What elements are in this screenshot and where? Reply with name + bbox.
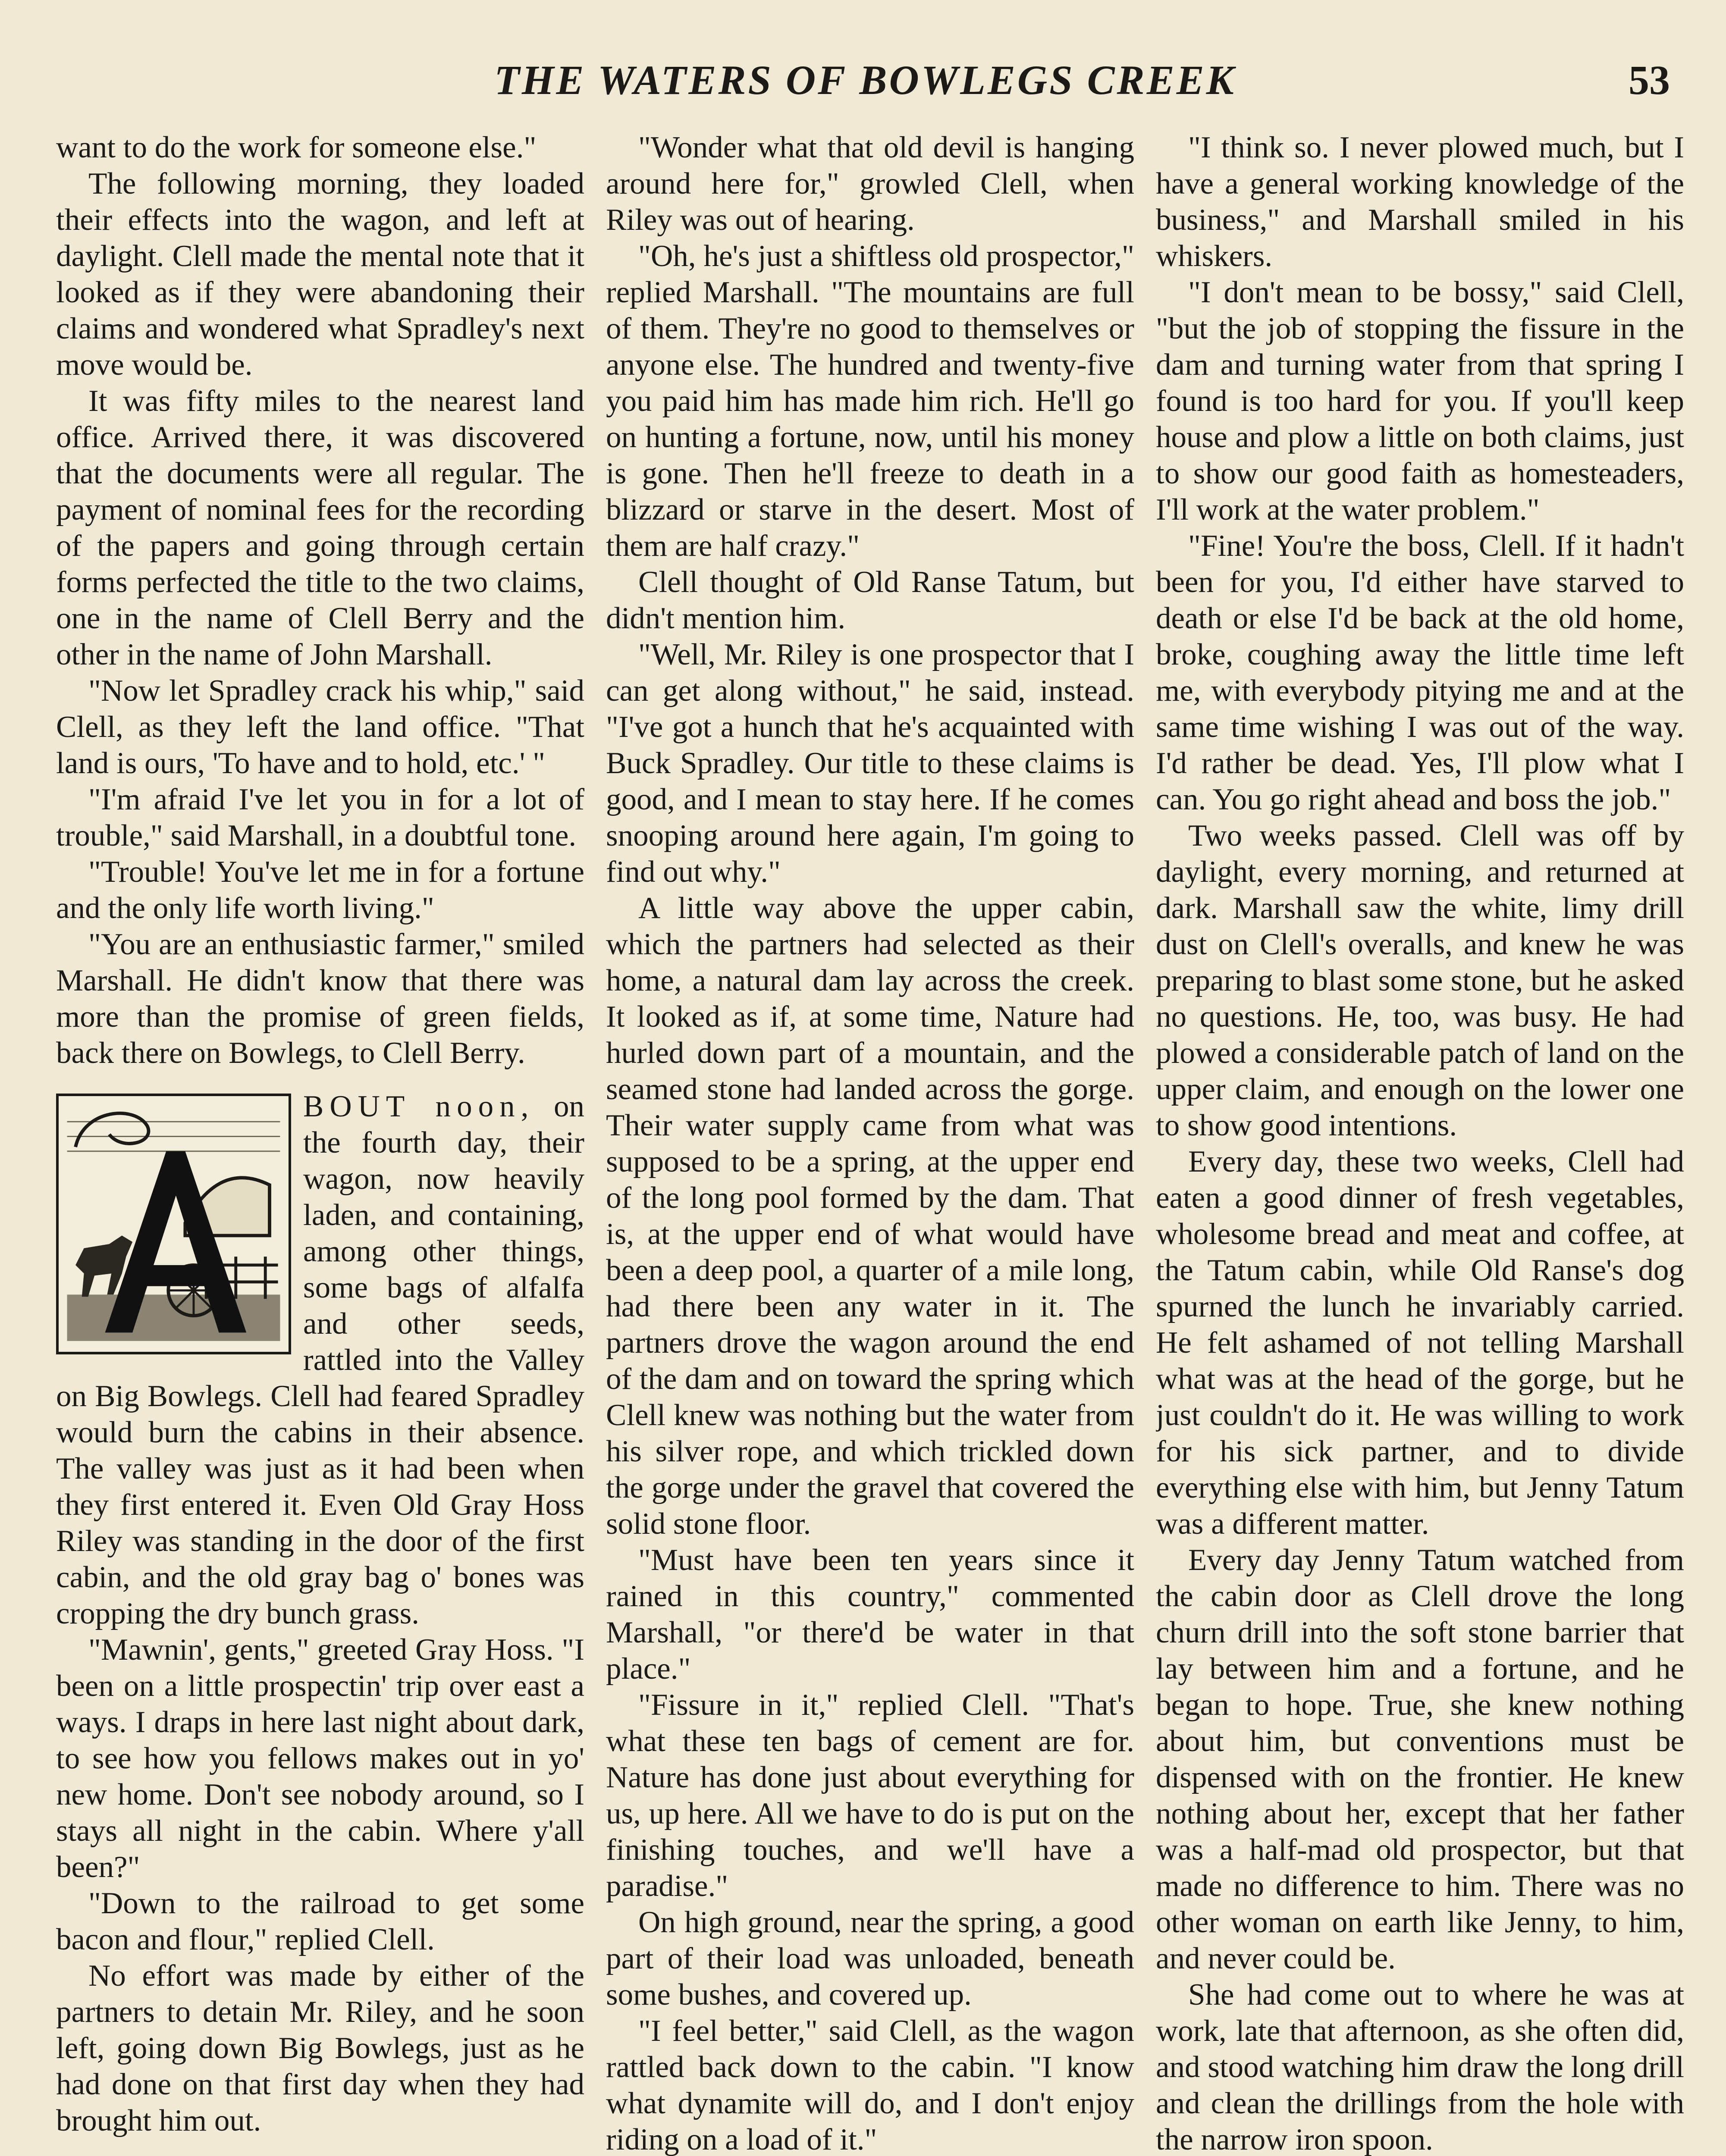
dropcap-paragraph [56, 1088, 584, 1632]
paragraph: She had come out to where he was at work, late that afternoon, as she often did, and stood watching him draw the long drill and clean the drillings from the hole with the narrow iron spoon. [1156, 1978, 1684, 2156]
page-number: 53 [1629, 57, 1670, 103]
paragraph: On high ground, near the spring, a good part of their load was unloaded, beneath some bushes, and covered up. [606, 1905, 1134, 2012]
illustrated-dropcap-image [56, 1094, 291, 1354]
paragraph: "I feel better," said Clell, as the wagon rattled back down to the cabin. "I know what dynamite will do, and I don't enjoy riding on a load of it." [606, 2014, 1134, 2156]
paragraph: "Fissure in it," replied Clell. "That's what these ten bags of cement are for. Nature has done just about everything for us, up here. All we have to do is put on the finishing touches, and we'll have a paradise." [606, 1688, 1134, 1903]
paragraph: want to do the work for someone else." [56, 131, 537, 164]
paragraph: "Mawnin', gents," greeted Gray Hoss. "I been on a little prospectin' trip over east a ways. I draps in here last night about dark, to see how you fellows makes out in yo' new home. Don't see nobody around, so I stays all night in the cabin. Where y'all been?" [56, 1633, 584, 1884]
paragraph: No effort was made by either of the partners to detain Mr. Riley, and he soon left, going down Big Bowlegs, just as he had done on that first day when they had brought him out. [56, 1959, 584, 2137]
paragraph: A little way above the upper cabin, which the partners had selected as their home, a natural dam lay across the creek. It looked as if, at some time, Nature had hurled down part of a mountain, and the seamed stone had landed across the gorge. Their water supply came from what was supposed to be a spring, at the upper end of the long pool formed by the dam. That is, at the upper end of what would have been a deep pool, a quarter of a mile long, had there been any water in it. The partners drove the wagon around the end of the dam and on toward the spring which Clell knew was nothing but the water from his silver rope, and which trickled down the gorge under the gravel that covered the solid stone floor. [606, 891, 1134, 1541]
paragraph: "I don't mean to be bossy," said Clell, "but the job of stopping the fissure in the dam and turning water from that spring I found is too hard for you. If you'll keep house and plow a little on both claims, just to show our good faith as homesteaders, I'll work at the water problem." [1156, 276, 1684, 526]
paragraph: Clell thought of Old Ranse Tatum, but didn't mention him. [606, 565, 1134, 635]
text-column-2 [606, 129, 1134, 2156]
paragraph: "Well, Mr. Riley is one prospector that I can get along without," he said, instead. "I've got a hunch that he's acquainted with Buck Spradley. Our title to these claims is good, and I mean to stay here. If he comes snooping around here again, I'm going to find out why." [606, 638, 1134, 889]
running-title: THE WATERS OF BOWLEGS CREEK [494, 57, 1236, 103]
paragraph: Every day Jenny Tatum watched from the cabin door as Clell drove the long churn drill into the soft stone barrier that lay between him and a fortune, and he began to hope. True, she knew nothing about him, but conventions must be dispensed with on the frontier. He knew nothing about her, except that her father was a half-mad old prospector, but that made no difference to him. There was no other woman on earth like Jenny, to him, and never could be. [1156, 1543, 1684, 1975]
text-column-3 [1156, 129, 1684, 2156]
paragraph: "I think so. I never plowed much, but I have a general working knowledge of the business," and Marshall smiled in his whiskers. [1156, 131, 1684, 273]
paragraph-text: on the fourth day, their wagon, now heavily laden, and containing, among other things, some bags of alfalfa and other seeds, rattled into the Valley on Big Bowlegs. Clell had feared Spradley would burn the cabins in their absence. The valley was just as it had been when they first entered it. Even Old Gray Hoss Riley was standing in the door of the first cabin, and the old gray bag o' bones was cropping the dry bunch grass. [56, 1090, 584, 1630]
paragraph: It was fifty miles to the nearest land office. Arrived there, it was discovered that the documents were all regular. The payment of nominal fees for the recording of the papers and going through certain forms perfected the title to the two claims, one in the name of Clell Berry and the other in the name of John Marshall. [56, 384, 584, 671]
paragraph: "Fine! You're the boss, Clell. If it hadn't been for you, I'd either have starved to death or else I'd be back at the old home, broke, coughing away the little time left me, with everybody pitying me and at the same time wishing I was out of the way. I'd rather be dead. Yes, I'll plow what I can. You go right ahead and boss the job." [1156, 529, 1684, 816]
paragraph: "Trouble! You've let me in for a fortune and the only life worth living." [56, 855, 584, 925]
text-column-1 [56, 129, 584, 2156]
paragraph: "Down to the railroad to get some bacon and flour," replied Clell. [56, 1887, 584, 1956]
paragraph: "I'm afraid I've let you in for a lot of trouble," said Marshall, in a doubtful tone. [56, 783, 584, 852]
paragraph: "Wonder what that old devil is hanging around here for," growled Clell, when Riley was out of hearing. [606, 131, 1134, 237]
paragraph: "Oh, he's just a shiftless old prospector," replied Marshall. "The mountains are full of them. They're no good to themselves or anyone else. The hundred and twenty-five you paid him has made him rich. He'll go on hunting a fortune, now, until his money is gone. Then he'll freeze to death in a blizzard or starve in the desert. Most of them are half crazy." [606, 239, 1134, 563]
paragraph: "You are an enthusiastic farmer," smiled Marshall. He didn't know that there was more than the promise of green fields, back there on Bowlegs, to Clell Berry. [56, 928, 584, 1070]
paragraph: Every day, these two weeks, Clell had eaten a good dinner of fresh vegetables, wholesome bread and meat and coffee, at the Tatum cabin, while Old Ranse's dog spurned the lunch he invariably carried. He felt ashamed of not telling Marshall what was at the head of the gorge, but he just couldn't do it. He was willing to work for his sick partner, and to divide everything else with him, but Jenny Tatum was a different matter. [1156, 1145, 1684, 1541]
paragraph: "Now let Spradley crack his whip," said Clell, as they left the land office. "That land is ours, 'To have and to hold, etc.' " [56, 674, 584, 780]
running-head [56, 52, 1674, 112]
dropcap-opening-words: BOUT noon, [303, 1090, 535, 1123]
paragraph: Two weeks passed. Clell was off by daylight, every morning, and returned at dark. Marshall saw the white, limy drill dust on Clell's overalls, and knew he was preparing to blast some stone, but he asked no questions. He, too, was busy. He had plowed a considerable patch of land on the upper claim, and enough on the lower one to show good intentions. [1156, 819, 1684, 1142]
paragraph: The following morning, they loaded their effects into the wagon, and left at daylight. Clell made the mental note that it looked as if they were abandoning their claims and wondered what Spradley's next move would be. [56, 167, 584, 382]
paragraph: "Must have been ten years since it rained in this country," commented Marshall, "or there'd be water in that place." [606, 1543, 1134, 1686]
